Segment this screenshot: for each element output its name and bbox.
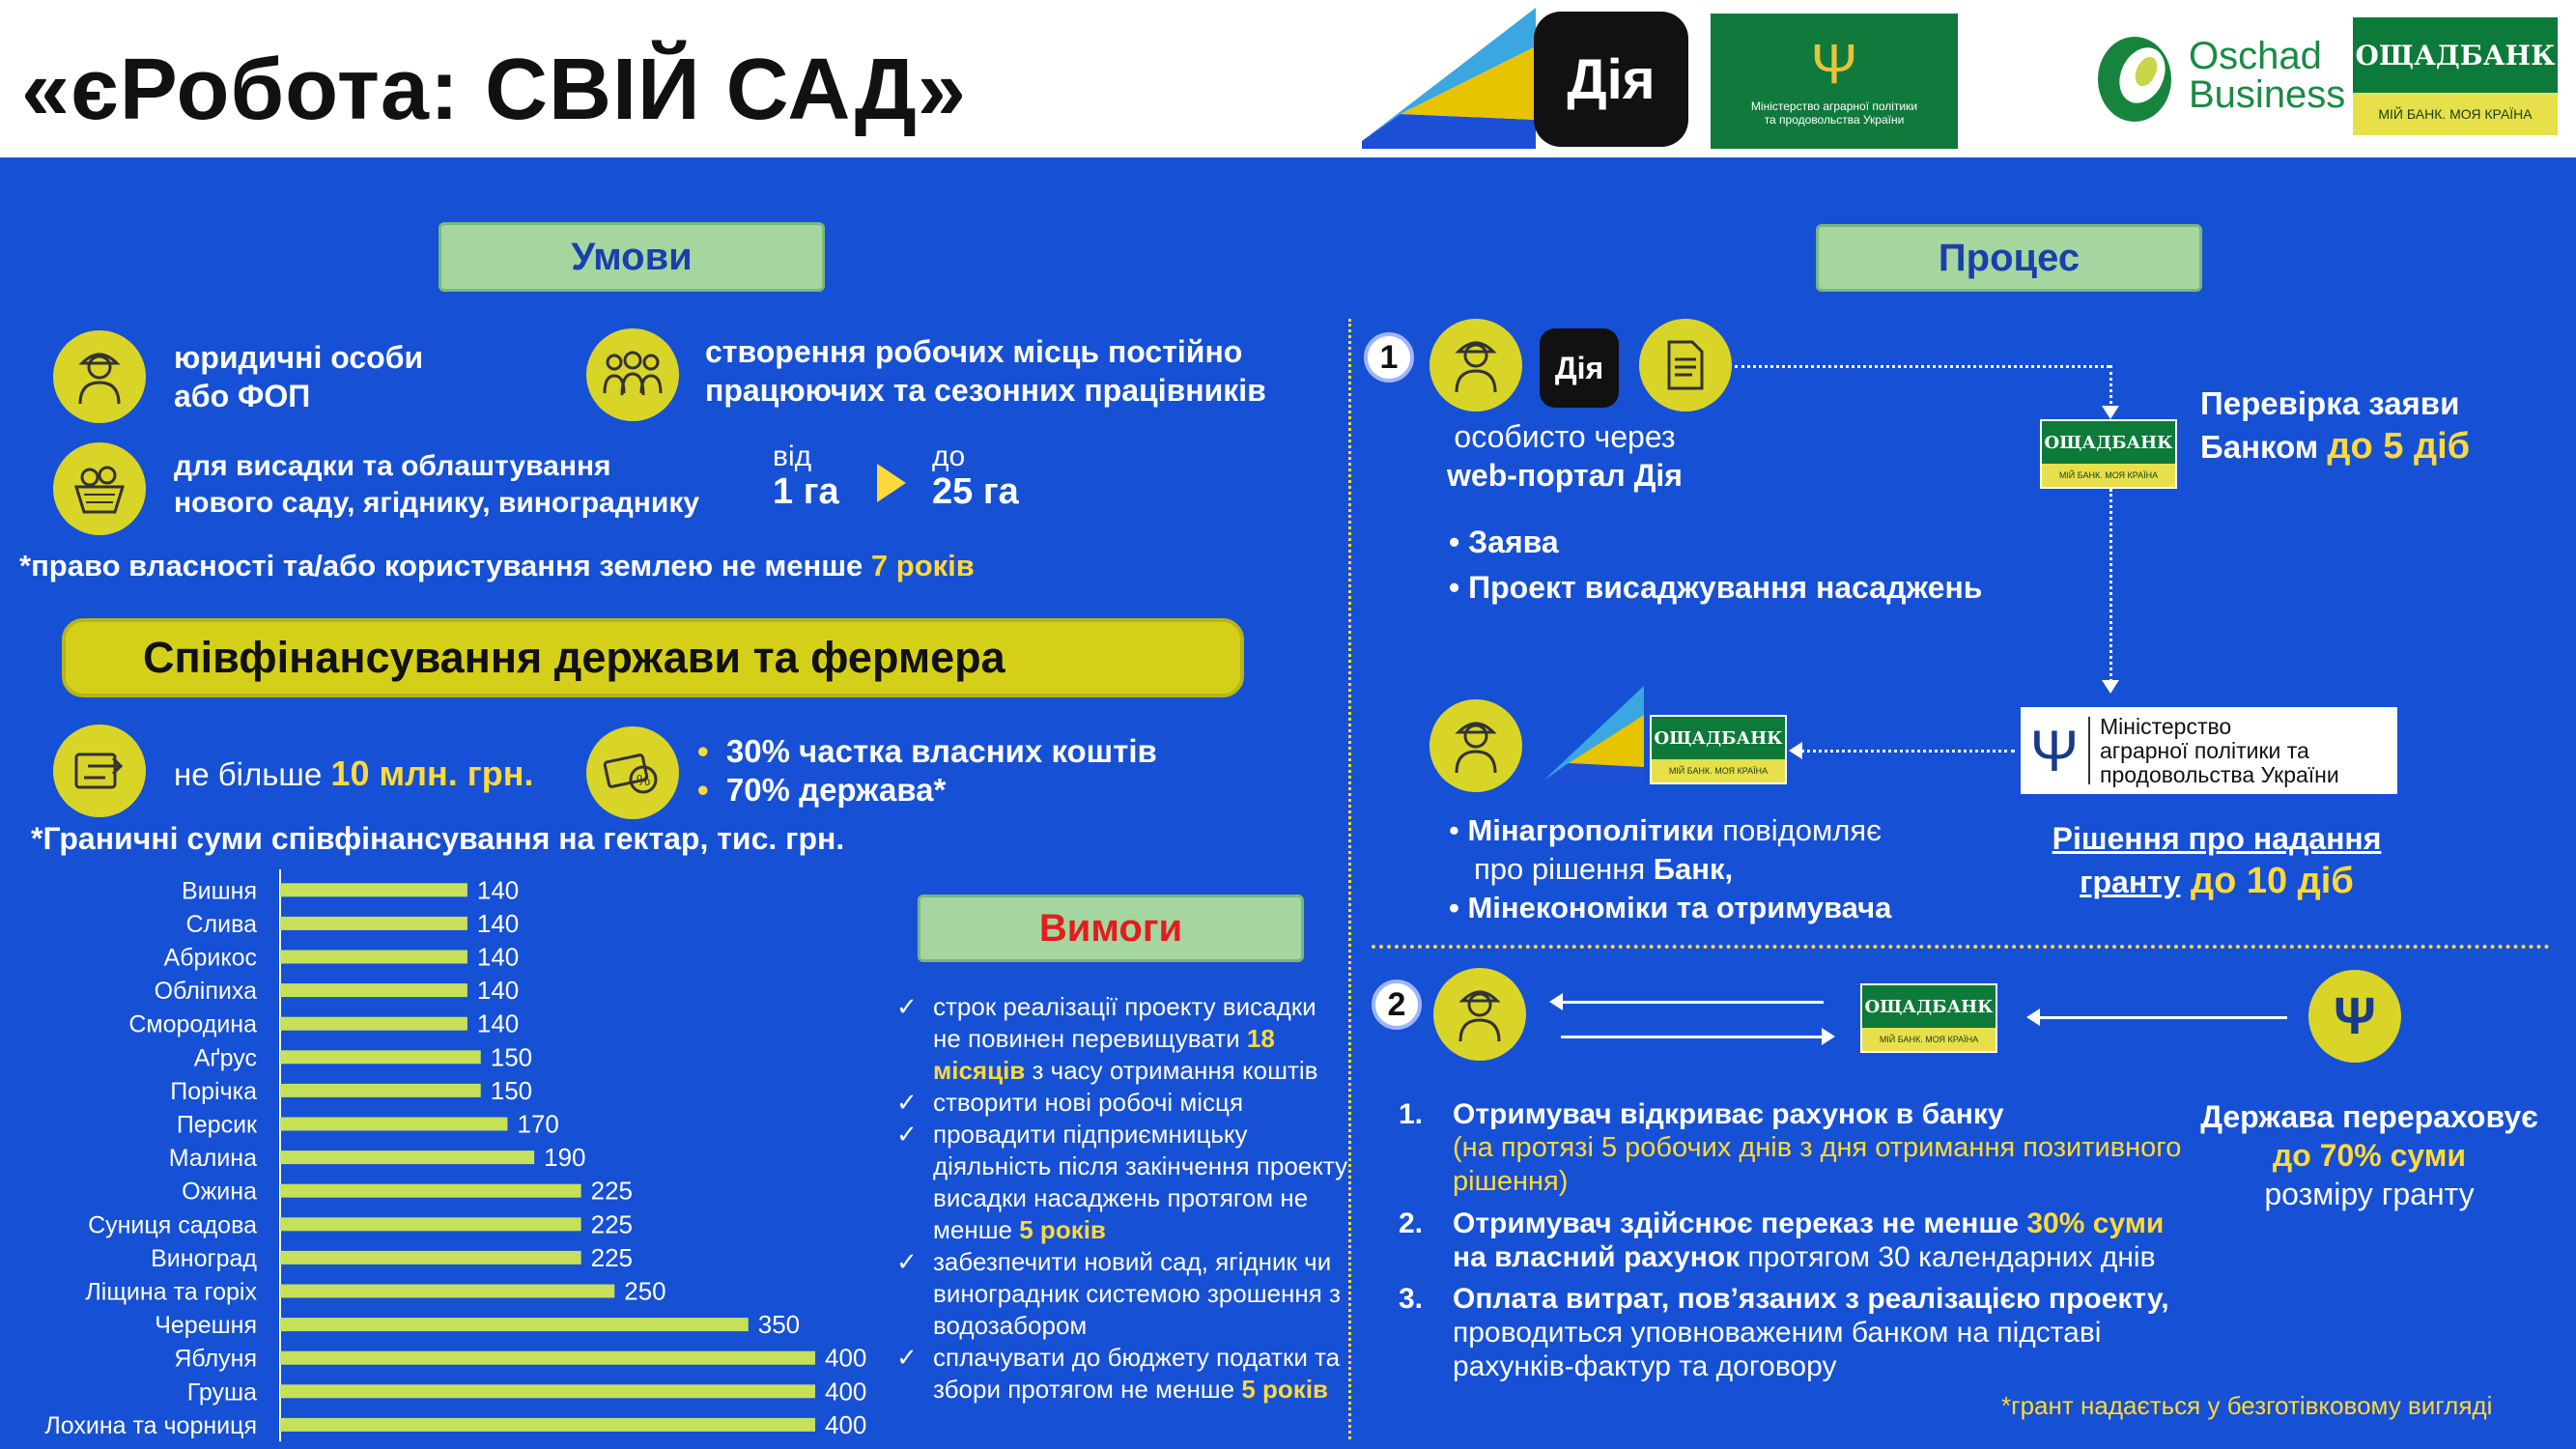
max-amount-value: 10 млн. грн.	[330, 753, 534, 793]
ministry-box-line3: продовольства України	[2100, 761, 2339, 787]
flow-line-to-bank	[1735, 365, 2109, 368]
bar	[280, 917, 467, 930]
requirement-text: створити нові робочі місця	[933, 1088, 1244, 1117]
bar	[280, 1184, 581, 1198]
bar	[280, 1017, 467, 1031]
decision-grant: гранту	[2080, 865, 2181, 899]
ministry-box	[2021, 707, 2397, 794]
ministry-box-text	[2100, 715, 2339, 787]
limits-bar-chart	[0, 869, 908, 1444]
fruit-basket-icon	[53, 442, 146, 535]
arrow-line-from-state	[2038, 1016, 2287, 1019]
decision-line2	[2038, 860, 2395, 903]
requirement-highlight: 18 місяців	[933, 1024, 1275, 1085]
bar-value-label: 150	[490, 1075, 533, 1105]
decision-text	[2038, 817, 2395, 903]
conditions-heading: Умови	[439, 222, 825, 292]
step2-item-bold: Отримувач відкриває рахунок в банку	[1453, 1098, 2004, 1130]
bar	[280, 1251, 581, 1264]
bar-category-label: Аґрус	[193, 1044, 257, 1072]
recipient-icon	[1430, 699, 1522, 792]
oschadbank-logo	[2353, 17, 2558, 135]
process-heading: Процес	[1816, 224, 2202, 292]
flow-line-down	[2109, 365, 2112, 410]
step2-list	[1399, 1097, 2200, 1391]
notify-verb: повідомляє	[1713, 813, 1882, 847]
bar-value-label: 190	[544, 1143, 586, 1173]
step2-item-highlight: 30% суми	[2026, 1208, 2165, 1239]
bar-category-label: Черешня	[155, 1312, 257, 1340]
cofinancing-heading: Співфінансування держави та фермера	[62, 618, 1244, 697]
land-note-text: *право власності та/або користування землею не менше	[19, 549, 871, 582]
bar-category-label: Суниця садова	[88, 1211, 257, 1239]
bar-value-label: 170	[517, 1109, 559, 1139]
bar-category-label: Обліпиха	[154, 978, 257, 1006]
bar-category-label: Ліщина та горіх	[85, 1278, 257, 1306]
notify-recipients: Мінекономіки та отримувача	[1467, 891, 1892, 924]
requirement-item	[896, 1342, 1350, 1406]
bar	[280, 1384, 815, 1398]
bank-check-line2	[2200, 425, 2470, 469]
bar-value-label: 150	[490, 1042, 533, 1072]
step2-item-number: 1.	[1399, 1098, 1424, 1130]
notify-logo-name: ОЩАДБАНК	[1654, 727, 1783, 749]
ministry-economy-logo	[1543, 686, 1644, 786]
step1-number: 1	[1364, 332, 1414, 383]
bar	[280, 1418, 815, 1432]
notify-ministry: Мінагрополітики	[1467, 813, 1714, 847]
bar	[280, 1217, 581, 1231]
requirement-text: забезпечити новий сад, ягідник чи виноградник системою зрошення з водозабором	[933, 1247, 1341, 1340]
requirement-text: сплачувати до бюджету податки та збори протягом не менше	[933, 1343, 1341, 1404]
condition-planting: для висадки та облаштування нового саду, ягіднику, винограднику	[174, 450, 700, 519]
arrow-down-icon	[2102, 406, 2119, 419]
notify-line2	[1449, 850, 1891, 889]
arrow-left-icon-3	[2026, 1009, 2040, 1026]
bar-category-label: Лохина та чорниця	[44, 1411, 257, 1439]
trident-icon: Ψ	[1810, 33, 1858, 96]
area-to-label: до	[932, 440, 966, 472]
arrow-down-icon-2	[2102, 680, 2119, 694]
bar	[280, 951, 467, 964]
bar-category-label: Яблуня	[174, 1345, 257, 1373]
requirement-item	[896, 991, 1350, 1087]
requirement-item	[896, 1087, 1350, 1119]
bar-value-label: 140	[476, 908, 520, 938]
requirement-tail: з часу отримання коштів	[1025, 1056, 1318, 1085]
bar-value-label: 225	[590, 1242, 634, 1272]
state-line2: до 70% суми	[2272, 1138, 2467, 1173]
bar-value-label: 400	[825, 1409, 867, 1439]
bar-category-label: Абрикос	[163, 944, 257, 972]
bar-value-label: 140	[476, 875, 520, 905]
step1-caption-line1: особисто через	[1454, 419, 1676, 454]
step2-item	[1399, 1097, 2200, 1199]
requirement-item	[896, 1119, 1350, 1246]
oschad-business-logo	[2094, 29, 2346, 126]
section-divider	[1348, 319, 1351, 1439]
bank-check-days: до 5 діб	[2327, 426, 2471, 467]
oschad-swirl-icon	[2094, 29, 2181, 126]
oschadbank-name: ОЩАДБАНК	[2355, 39, 2556, 71]
step2-item-bold: Оплата витрат, пов’язаних з реалізацією проекту,	[1453, 1283, 2169, 1315]
step2-item-bold: Отримувач здійснює переказ не менше	[1453, 1208, 2027, 1239]
step2-item-bold2: на власний рахунок	[1453, 1241, 1741, 1273]
farmer-icon	[53, 330, 146, 423]
notify-bank: Банк,	[1653, 852, 1734, 886]
bar	[280, 1050, 481, 1064]
bar-category-label: Смородина	[128, 1010, 257, 1038]
bar-category-label: Ожина	[182, 1178, 257, 1206]
share-own-item: • 30% частка власних коштів	[697, 733, 1157, 769]
bar-category-label: Малина	[168, 1145, 257, 1173]
step1-caption-line2: web-портал Дія	[1447, 458, 1683, 493]
land-note-years: 7 років	[870, 549, 975, 582]
requirement-text: строк реалізації проекту висадки не повинен перевищувати	[933, 992, 1316, 1053]
ministry-box-line2: аграрної політики та	[2100, 737, 2309, 763]
diia-app-text: Дія	[1554, 350, 1604, 385]
svg-text:%: %	[637, 773, 651, 789]
bar-value-label: 250	[624, 1276, 666, 1306]
step2-logo-name: ОЩАДБАНК	[1864, 996, 1994, 1017]
decision-days: до 10 діб	[2180, 861, 2354, 901]
requirement-highlight: 5 років	[1241, 1375, 1329, 1404]
recipient-icon-2	[1433, 968, 1526, 1061]
bar	[280, 1351, 815, 1365]
notify-logo-slogan: МІЙ БАНК. МОЯ КРАЇНА	[1652, 759, 1785, 782]
step1-bullets	[1449, 520, 1982, 611]
condition-legal-entities: юридичні особи або ФОП	[174, 340, 424, 413]
step2-number: 2	[1372, 980, 1422, 1030]
notify-line1: • Мінагрополітики повідомляє	[1449, 813, 1882, 847]
max-amount-prefix: не більше	[174, 756, 331, 792]
requirements-list	[896, 991, 1350, 1406]
diia-app-icon	[1540, 328, 1619, 408]
diia-logo	[1534, 12, 1688, 147]
area-from-label: від	[773, 440, 812, 472]
state-line1: Держава перераховує	[2200, 1099, 2538, 1134]
notify-about: про рішення	[1474, 852, 1654, 886]
bar	[280, 1151, 534, 1164]
step2-item-sub: (на протязі 5 робочих днів з дня отримання позитивного рішення)	[1453, 1132, 2182, 1197]
applicant-icon	[1430, 319, 1522, 412]
bank-check-line1: Перевірка заяви	[2200, 385, 2460, 421]
ministry-logo-line1: Міністерство аграрної політики	[1750, 99, 1918, 113]
step2-logo-slogan: МІЙ БАНК. МОЯ КРАЇНА	[1862, 1028, 1996, 1051]
bank-check-logo-name: ОЩАДБАНК	[2044, 432, 2173, 453]
requirement-text: провадити підприємницьку діяльність після закінчення проекту висадки насаджень протягом не менше	[933, 1120, 1348, 1244]
bar-value-label: 400	[825, 1343, 867, 1373]
notify-text	[1449, 811, 1891, 927]
state-transfer-text	[2181, 1097, 2558, 1213]
bar	[280, 1318, 749, 1331]
bar-value-label: 140	[476, 976, 520, 1006]
flow-line-to-ministry	[2109, 489, 2112, 682]
bar-value-label: 140	[476, 942, 520, 972]
bar-value-label: 140	[476, 1009, 520, 1038]
bar-value-label: 225	[590, 1176, 634, 1206]
arrow-right-icon-2	[1822, 1028, 1835, 1045]
diia-logo-text: Дія	[1567, 47, 1656, 111]
requirements-heading: Вимоги	[918, 895, 1304, 962]
requirement-item	[896, 1246, 1350, 1342]
page-title: «єРобота: СВІЙ САД»	[21, 42, 967, 138]
step1-bullet: • Проект висаджування насаджень	[1449, 570, 1983, 605]
step2-item-number: 3.	[1399, 1283, 1424, 1315]
bar	[280, 1285, 614, 1298]
oschad-business-text2: Business	[2189, 73, 2346, 116]
ministry-logo	[1711, 14, 1958, 149]
bar-value-label: 350	[757, 1310, 801, 1340]
bar-category-label: Слива	[185, 910, 257, 938]
bank-check-text	[2200, 383, 2470, 469]
step2-item	[1399, 1282, 2200, 1383]
trident-icon-2: Ψ	[2029, 718, 2080, 783]
money-transfer-icon	[53, 724, 146, 817]
cash-percent-icon	[586, 726, 679, 819]
oschadbank-slogan: МІЙ БАНК. МОЯ КРАЇНА	[2353, 93, 2558, 135]
bar	[280, 983, 467, 997]
document-icon	[1639, 319, 1732, 412]
flow-line-to-bank-notify	[1800, 750, 2015, 753]
decision-line1: Рішення про надання	[2052, 821, 2382, 856]
limits-bar-chart-svg	[0, 869, 908, 1444]
land-ownership-note	[19, 549, 975, 583]
step2-oschadbank-logo	[1860, 983, 1997, 1053]
bar	[280, 1118, 507, 1131]
bar-category-label: Порічка	[170, 1077, 257, 1105]
bar-category-label: Виноград	[151, 1244, 257, 1272]
limits-note: *Граничні суми співфінансування на гектар, тис. грн.	[31, 821, 845, 856]
bar-category-label: Вишня	[181, 877, 257, 905]
oschad-business-text1: Oschad	[2189, 35, 2322, 77]
bar	[280, 1084, 481, 1097]
arrow-line-left	[1561, 1001, 1824, 1004]
bank-check-oschadbank-logo	[2040, 419, 2177, 489]
requirement-highlight: 5 років	[1019, 1215, 1106, 1244]
arrow-left-icon-2	[1549, 993, 1563, 1010]
step1-caption	[1420, 417, 1710, 495]
ministry-box-line1: Міністерство	[2100, 713, 2232, 739]
notify-line3: • Мінекономіки та отримувача	[1449, 891, 1892, 924]
area-from-value: 1 га	[773, 471, 839, 512]
step2-item-text: протягом 30 календарних днів	[1740, 1241, 2156, 1273]
share-state-item: • 70% держава*	[697, 772, 947, 808]
erobota-logo	[1362, 8, 1536, 149]
arrow-line-right	[1561, 1036, 1824, 1038]
max-amount	[174, 753, 533, 794]
bar-value-label: 400	[825, 1377, 867, 1406]
state-trident-icon: Ψ	[2308, 970, 2401, 1063]
share-state-text: 70% держава*	[725, 772, 947, 808]
bank-check-prefix: Банком	[2200, 429, 2328, 465]
area-to-value: 25 га	[932, 471, 1019, 512]
share-own-text: 30% частка власних коштів	[725, 733, 1157, 769]
ministry-logo-line2: та продовольства України	[1764, 113, 1905, 127]
step2-item	[1399, 1207, 2200, 1274]
arrow-right-icon	[877, 464, 906, 502]
bar-value-label: 225	[590, 1209, 634, 1239]
grant-footnote: *грант надається у безготівковому вигляді	[2001, 1391, 2493, 1420]
step1-bullet: • Заява	[1449, 525, 1559, 559]
bank-check-logo-slogan: МІЙ БАНК. МОЯ КРАЇНА	[2042, 464, 2175, 487]
bar	[280, 883, 467, 896]
share-list	[697, 732, 1157, 810]
notify-oschadbank-logo	[1650, 715, 1787, 784]
arrow-left-icon	[1789, 742, 1802, 759]
condition-jobs: створення робочих місць постійно працюючих та сезонних працівників	[705, 334, 1266, 408]
bar-category-label: Персик	[176, 1111, 257, 1139]
step2-item-text: проводиться уповноваженим банком на підставі рахунків-фактур та договору	[1453, 1317, 2102, 1382]
step2-item-number: 2.	[1399, 1208, 1424, 1239]
process-divider	[1372, 945, 2550, 949]
team-icon	[586, 328, 679, 421]
bar-category-label: Груша	[186, 1378, 257, 1406]
state-line3: розміру гранту	[2264, 1177, 2475, 1211]
